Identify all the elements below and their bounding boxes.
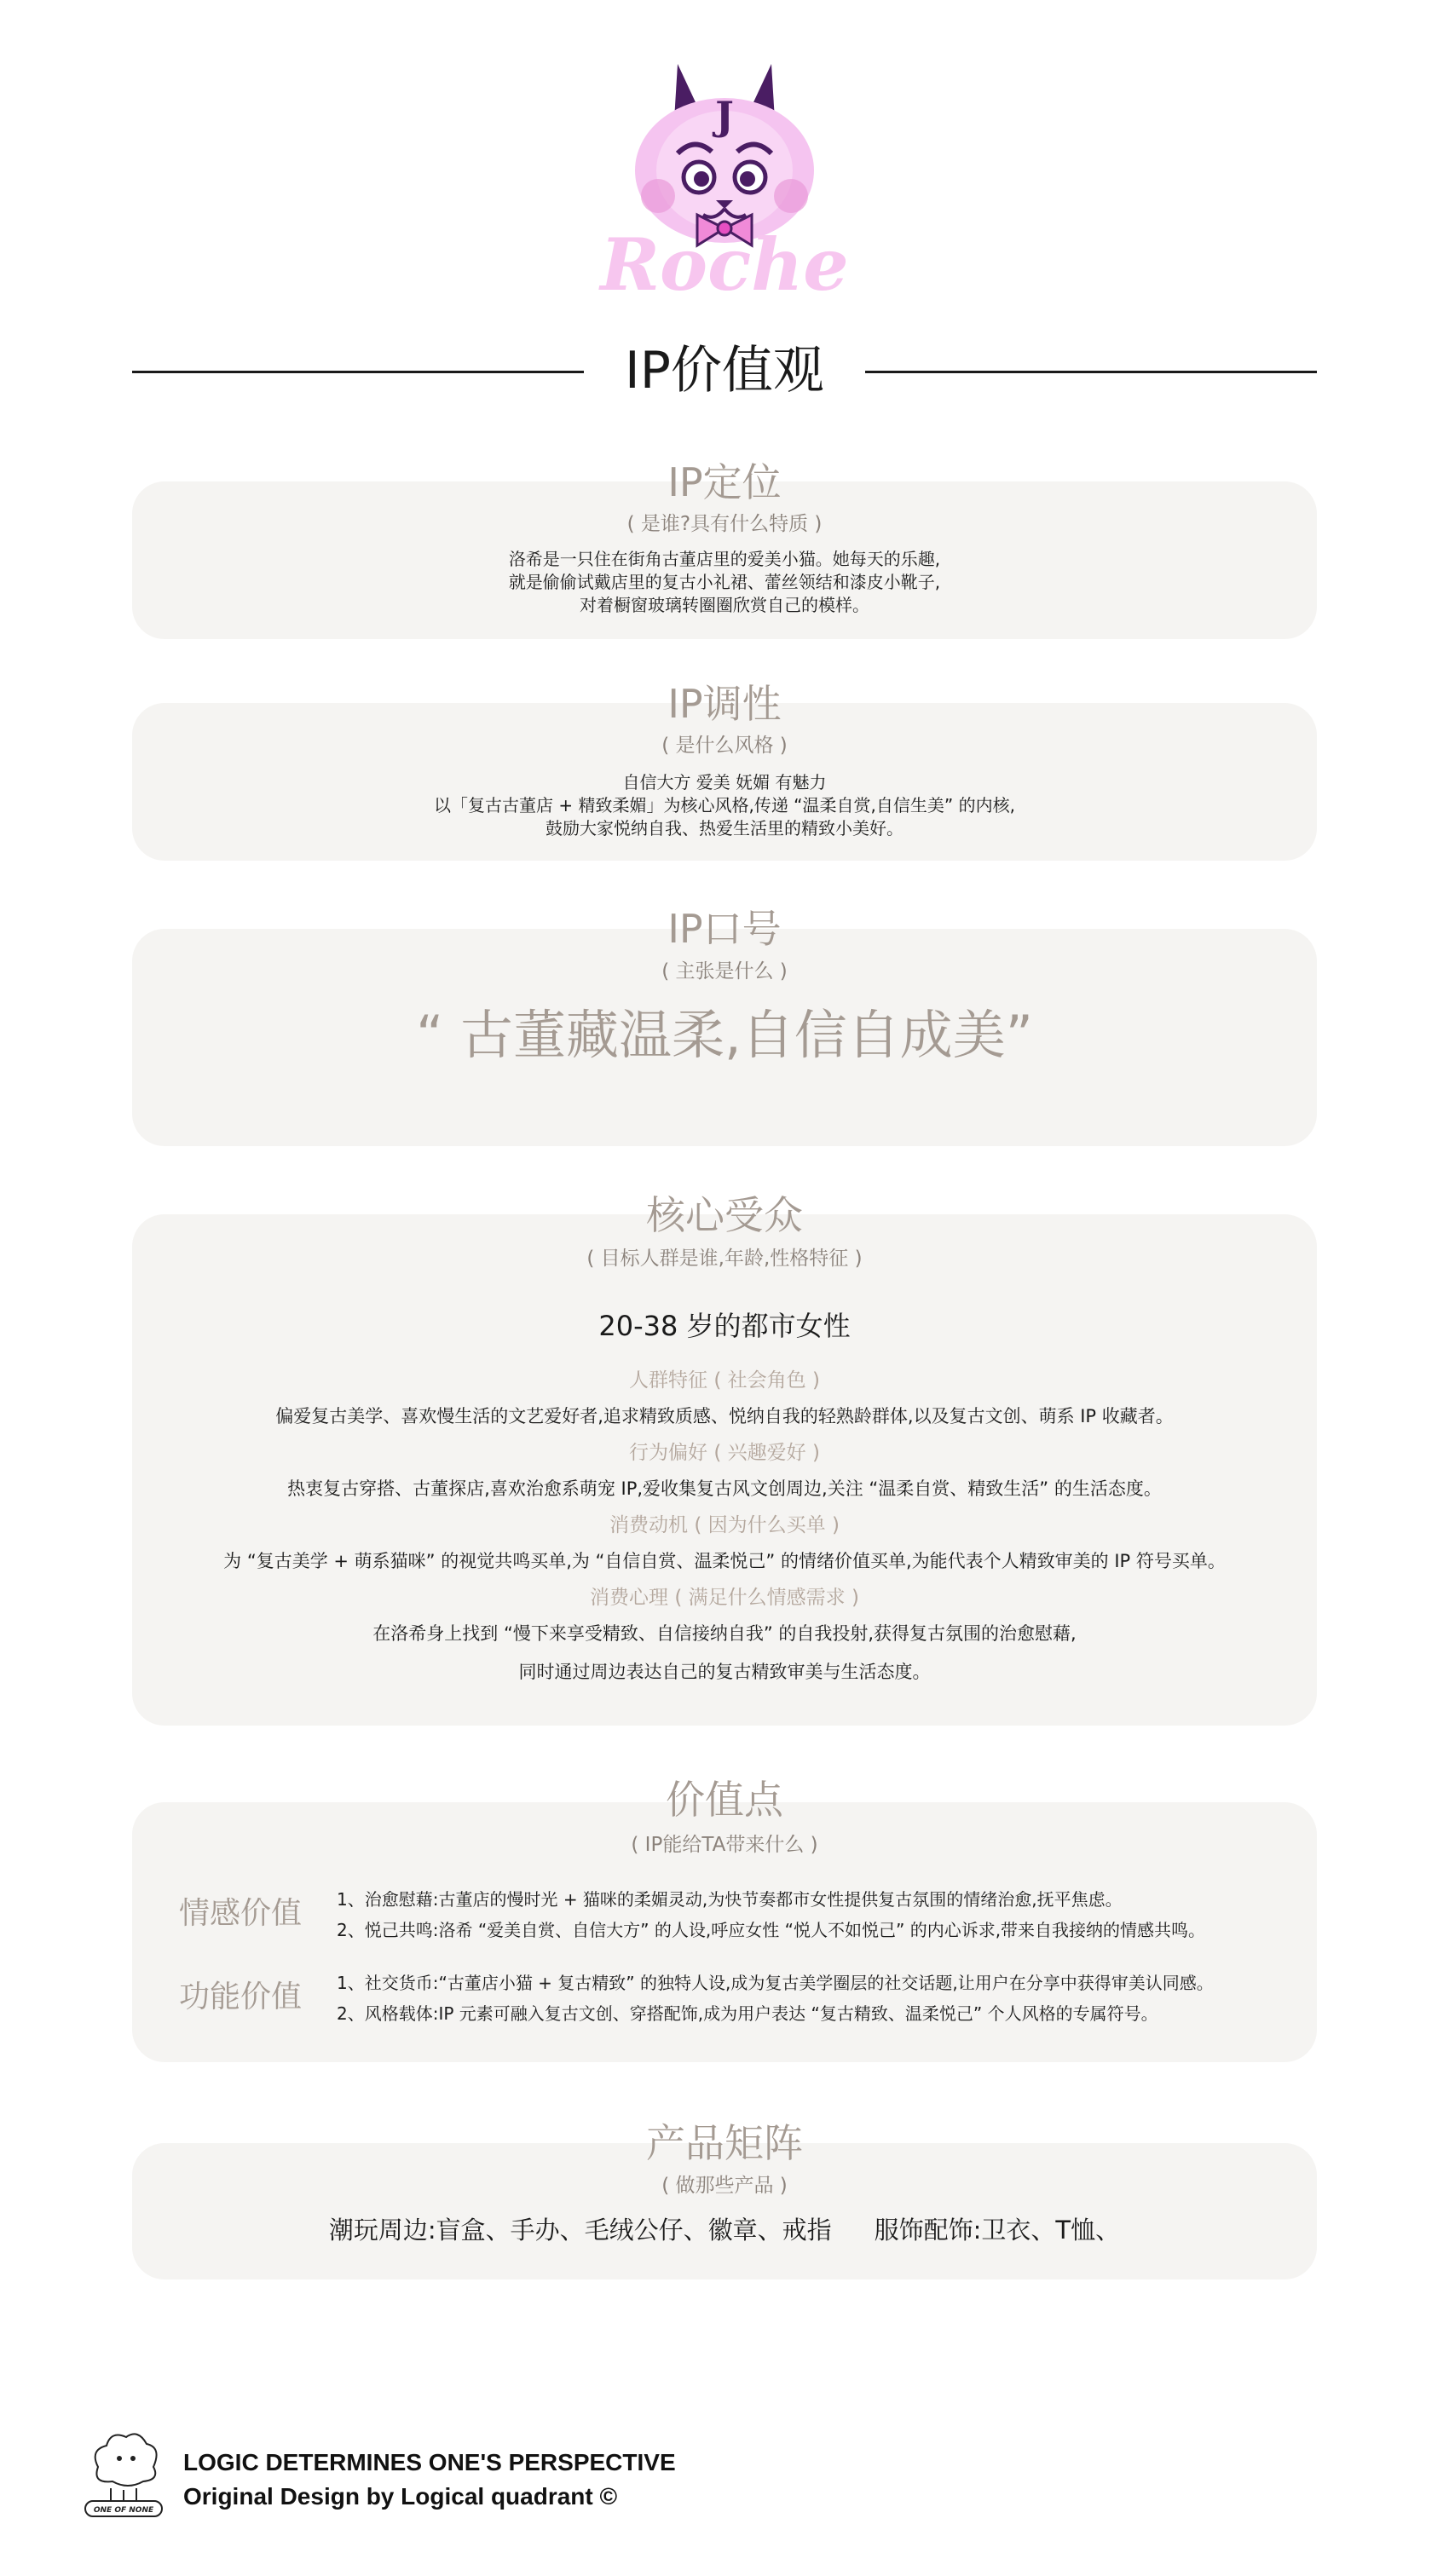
tonality-title: IP调性: [667, 681, 782, 727]
slogan-text: “ 古董藏温柔,自信自成美”: [416, 1004, 1033, 1066]
footer-line-1: LOGIC DETERMINES ONE'S PERSPECTIVE: [183, 2449, 676, 2475]
audience-text-4b: 同时通过周边表达自己的复古精致审美与生活态度。: [518, 1662, 931, 1682]
main-title-row: [132, 337, 1317, 405]
audience-text-2: 热衷复古穿搭、古董探店,喜欢治愈系萌宠 IP,爱收集复古风文创周边,关注 “温柔自赏、精致生活” 的生活态度。: [287, 1478, 1162, 1499]
value-emotional-line-2: 2、悦己共鸣:洛希 “爱美自赏、自信大方” 的人设,呼应女性 “悦人不如悦己” 的内心诉求,带来自我接纳的情感共鸣。: [337, 1920, 1206, 1940]
products-line: [0, 2214, 1449, 2246]
positioning-line-3: 对着橱窗玻璃转圈圈欣赏自己的模样。: [580, 595, 869, 615]
footer-line-2: Original Design by Logical quadrant ©: [183, 2483, 618, 2510]
audience-text-1: 偏爱复古美学、喜欢慢生活的文艺爱好者,追求精致质感、悦纳自我的轻熟龄群体,以及复古文创、萌系 IP 收藏者。: [275, 1406, 1174, 1426]
logo-monogram: J: [715, 93, 734, 139]
audience-text-3: 为 “复古美学 + 萌系猫咪” 的视觉共鸣买单,为 “自信自赏、温柔悦己” 的情绪价值买单,为能代表个人精致审美的 IP 符号买单。: [223, 1551, 1226, 1571]
slogan-subtitle: ( 主张是什么 ): [661, 960, 788, 983]
positioning-line-2: 就是偷偷试戴店里的复古小礼裙、蕾丝领结和漆皮小靴子,: [508, 572, 941, 592]
value-label-functional: 功能价值: [179, 1980, 303, 2014]
products-title: 产品矩阵: [646, 2120, 803, 2166]
tonality-line-3: 鼓励大家悦纳自我、热爱生活里的精致小美好。: [546, 818, 903, 838]
logo-wordmark: Roche: [600, 222, 849, 307]
value-emotional-line-1: 1、治愈慰藉:古董店的慢时光 + 猫咪的柔媚灵动,为快节奏都市女性提供复古氛围的情绪治愈,抚平焦虑。: [337, 1889, 1123, 1910]
audience-label-1: 人群特征 ( 社会角色 ): [629, 1369, 820, 1392]
slogan-title: IP口号: [667, 906, 782, 952]
audience-text-4a: 在洛希身上找到 “慢下来享受精致、自信接纳自我” 的自我投射,获得复古氛围的治愈慰藉,: [372, 1623, 1077, 1644]
value-label-emotional: 情感价值: [179, 1896, 303, 1931]
value-functional-line-1: 1、社交货币:“古董店小猫 + 复古精致” 的独特人设,成为复古美学圈层的社交话题,让用户在分享中获得审美认同感。: [337, 1973, 1214, 1993]
audience-label-2: 行为偏好 ( 兴趣爱好 ): [629, 1442, 820, 1464]
value-title: 价值点: [666, 1777, 783, 1823]
audience-subtitle: ( 目标人群是谁,年龄,性格特征 ): [586, 1248, 863, 1270]
audience-label-4: 消费心理 ( 满足什么情感需求 ): [590, 1587, 859, 1609]
positioning-subtitle: ( 是谁?具有什么特质 ): [626, 513, 823, 535]
page-title: IP价值观: [625, 341, 824, 401]
products-toys: 潮玩周边:盲盒、手办、毛绒公仔、徽章、戒指: [328, 2216, 832, 2245]
audience-headline: 20-38 岁的都市女性: [598, 1310, 851, 1342]
audience-card: [132, 1214, 1317, 1726]
value-subtitle: ( IP能给TA带来什么 ): [631, 1834, 818, 1856]
positioning-title: IP定位: [667, 459, 782, 505]
roche-cat-logo: [597, 34, 852, 307]
title-divider-right: [865, 371, 1317, 373]
audience-label-3: 消费动机 ( 因为什么买单 ): [609, 1514, 840, 1536]
tonality-line-1: 自信大方 爱美 妩媚 有魅力: [622, 772, 827, 792]
one-of-none-logo: [77, 2420, 170, 2522]
tonality-subtitle: ( 是什么风格 ): [661, 735, 788, 757]
footer-text: [183, 2446, 676, 2514]
tonality-line-2: 以「复古古董店 + 精致柔媚」为核心风格,传递 “温柔自赏,自信生美” 的内核,: [434, 795, 1015, 815]
products-apparel: 服饰配饰:卫衣、T恤、: [874, 2216, 1121, 2245]
audience-title: 核心受众: [646, 1192, 803, 1238]
value-functional-line-2: 2、风格载体:IP 元素可融入复古文创、穿搭配饰,成为用户表达 “复古精致、温柔悦己” 个人风格的专属符号。: [337, 2003, 1158, 2024]
badge-text: ONE OF NONE: [93, 2506, 154, 2515]
positioning-line-1: 洛希是一只住在街角古董店里的爱美小猫。她每天的乐趣,: [508, 549, 941, 569]
products-subtitle: ( 做那些产品 ): [661, 2175, 788, 2197]
